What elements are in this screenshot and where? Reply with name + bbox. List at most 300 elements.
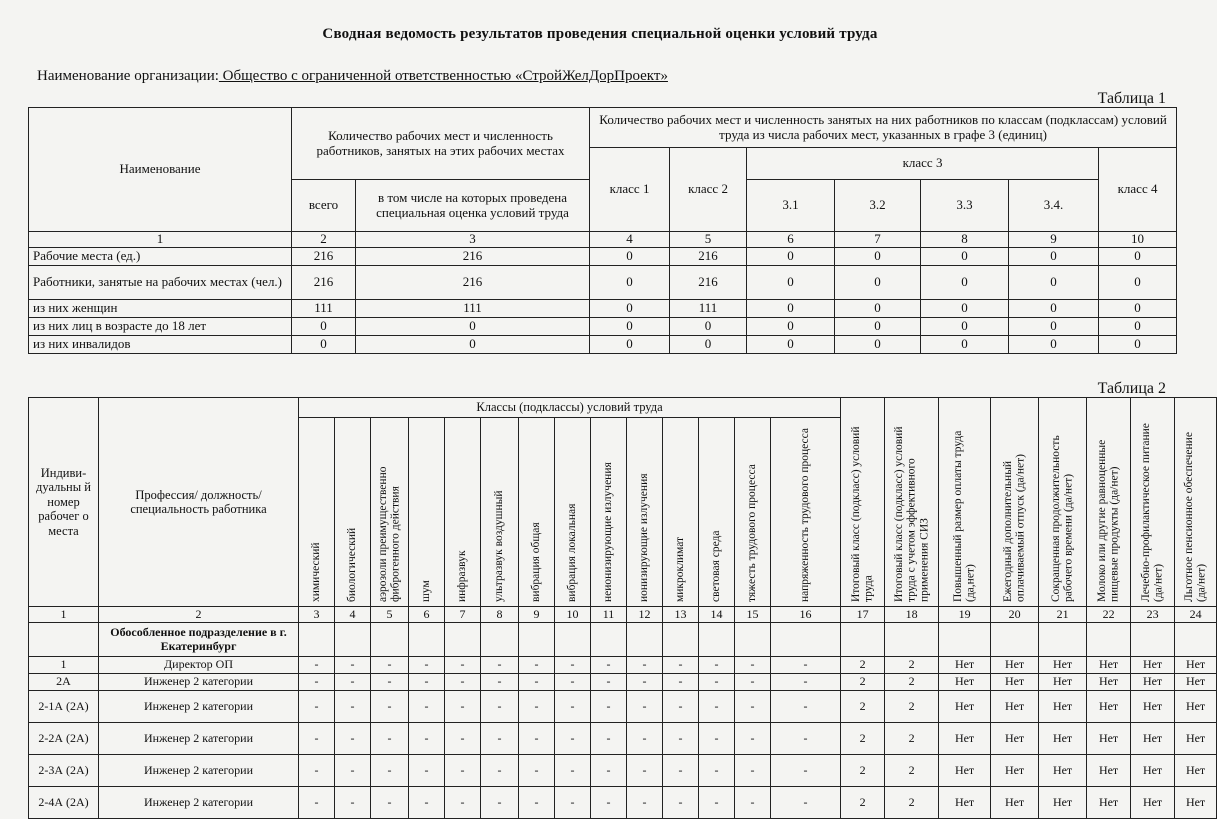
- t2-guarantee-cell: Нет: [1131, 674, 1175, 691]
- t2-factor-label: неионизирующие излучения: [602, 462, 615, 602]
- t1-cell: 0: [747, 336, 835, 354]
- t1-cell: 0: [670, 318, 747, 336]
- t2-column-number: 14: [699, 607, 735, 623]
- t2-empty-cell: [627, 623, 663, 657]
- t2-row: [29, 787, 1217, 819]
- t2-factor-cell: -: [409, 787, 445, 819]
- t2-column-number: 7: [445, 607, 481, 623]
- t2-profession: Директор ОП: [99, 657, 299, 674]
- t2-factor-cell: -: [627, 787, 663, 819]
- t1-cell: 0: [1099, 300, 1177, 318]
- t2-header-factor: [555, 418, 591, 607]
- t1-row-label: Рабочие места (ед.): [29, 248, 292, 266]
- t2-final-class: 2: [841, 755, 885, 787]
- t2-profession: Инженер 2 категории: [99, 691, 299, 723]
- t2-factor-cell: -: [445, 723, 481, 755]
- t2-guarantee-cell: Нет: [1087, 723, 1131, 755]
- t2-column-number: 24: [1175, 607, 1217, 623]
- t2-factor-cell: -: [699, 657, 735, 674]
- t2-guarantee-cell: Нет: [1131, 755, 1175, 787]
- t2-factor-label: световая среда: [710, 530, 723, 602]
- t1-cell: 0: [1009, 300, 1099, 318]
- t2-empty-cell: [771, 623, 841, 657]
- t2-final-class: 2: [841, 657, 885, 674]
- t1-header-included: в том числе на которых проведена специальная оценка условий труда: [356, 180, 590, 232]
- t2-factor-cell: -: [519, 723, 555, 755]
- t2-factor-cell: -: [481, 674, 519, 691]
- t2-header-result: [1087, 398, 1131, 607]
- t2-guarantee-cell: Нет: [1175, 723, 1217, 755]
- t1-cell: 0: [835, 266, 921, 300]
- t2-profession: Инженер 2 категории: [99, 787, 299, 819]
- t1-column-number: 8: [921, 232, 1009, 248]
- t2-empty-cell: [481, 623, 519, 657]
- t2-final-class-siz: 2: [885, 691, 939, 723]
- t2-factor-cell: -: [627, 723, 663, 755]
- t2-factor-cell: -: [299, 787, 335, 819]
- t2-subdivision-row: [29, 623, 1217, 657]
- t2-column-number: 6: [409, 607, 445, 623]
- t2-factor-cell: -: [445, 755, 481, 787]
- t2-empty-cell: [1087, 623, 1131, 657]
- t2-factor-cell: -: [699, 755, 735, 787]
- t1-row: [29, 336, 1177, 354]
- t2-factor-cell: -: [335, 787, 371, 819]
- t1-column-numbers: [29, 232, 1177, 248]
- t2-factor-cell: -: [771, 755, 841, 787]
- t2-factor-cell: -: [409, 723, 445, 755]
- t2-guarantee-cell: Нет: [1131, 691, 1175, 723]
- t2-guarantee-cell: Нет: [1131, 787, 1175, 819]
- t2-header-result: [1131, 398, 1175, 607]
- t1-header-class33: 3.3: [921, 180, 1009, 232]
- t1-row: [29, 300, 1177, 318]
- t1-cell: 0: [1009, 318, 1099, 336]
- t2-factor-cell: -: [409, 674, 445, 691]
- t2-header-factor: [409, 418, 445, 607]
- t2-factor-cell: -: [591, 723, 627, 755]
- t2-profession: Инженер 2 категории: [99, 674, 299, 691]
- t2-factor-cell: -: [371, 691, 409, 723]
- t1-column-number: 6: [747, 232, 835, 248]
- t2-header-factor: [735, 418, 771, 607]
- t1-cell: 0: [835, 318, 921, 336]
- t1-row-label: из них лиц в возрасте до 18 лет: [29, 318, 292, 336]
- t2-guarantee-cell: Нет: [991, 657, 1039, 674]
- t2-column-number: 19: [939, 607, 991, 623]
- t1-cell: 0: [747, 266, 835, 300]
- t2-column-number: 8: [481, 607, 519, 623]
- t2-factor-label: шум: [420, 580, 433, 602]
- t2-factor-cell: -: [627, 691, 663, 723]
- t2-factor-label: напряженность трудового процесса: [799, 428, 812, 602]
- t1-cell: 0: [1099, 248, 1177, 266]
- t2-column-number: 16: [771, 607, 841, 623]
- t2-empty-cell: [371, 623, 409, 657]
- t1-header-class34: 3.4.: [1009, 180, 1099, 232]
- t2-header-result: [991, 398, 1039, 607]
- t2-guarantee-cell: Нет: [1039, 723, 1087, 755]
- t2-final-class-siz: 2: [885, 755, 939, 787]
- workplaces-table: [28, 397, 1217, 819]
- t1-cell: 0: [747, 318, 835, 336]
- t2-factor-label: биологический: [346, 527, 359, 602]
- t2-column-number: 9: [519, 607, 555, 623]
- t2-guarantee-cell: Нет: [1175, 691, 1217, 723]
- t2-header-factor: [481, 418, 519, 607]
- t2-factor-cell: -: [481, 657, 519, 674]
- t2-factor-cell: -: [481, 787, 519, 819]
- t2-factor-cell: -: [735, 755, 771, 787]
- t2-guarantee-cell: Нет: [1175, 755, 1217, 787]
- t2-row: [29, 691, 1217, 723]
- t2-factor-cell: -: [445, 674, 481, 691]
- t2-column-number: 21: [1039, 607, 1087, 623]
- t2-guarantee-cell: Нет: [1087, 787, 1131, 819]
- t2-header-factor: [663, 418, 699, 607]
- t2-factor-cell: -: [627, 755, 663, 787]
- t2-column-number: 5: [371, 607, 409, 623]
- t2-factor-cell: -: [299, 674, 335, 691]
- t1-row-label: Работники, занятые на рабочих местах (чел.): [29, 266, 292, 300]
- t1-cell: 0: [590, 266, 670, 300]
- t1-column-number: 4: [590, 232, 670, 248]
- t2-factor-cell: -: [591, 787, 627, 819]
- t2-factor-cell: -: [409, 691, 445, 723]
- t2-factor-cell: -: [519, 691, 555, 723]
- t1-cell: 0: [921, 336, 1009, 354]
- t2-guarantee-cell: Нет: [1039, 674, 1087, 691]
- organization-label: Наименование организации:: [37, 68, 219, 84]
- t1-cell: 0: [835, 300, 921, 318]
- t2-column-number: 3: [299, 607, 335, 623]
- t2-column-numbers: [29, 607, 1217, 623]
- t2-final-class: 2: [841, 787, 885, 819]
- t2-factor-cell: -: [663, 674, 699, 691]
- t2-factor-cell: -: [771, 657, 841, 674]
- t2-factor-cell: -: [445, 787, 481, 819]
- t2-factor-cell: -: [699, 787, 735, 819]
- t1-header-total: всего: [292, 180, 356, 232]
- t2-empty-cell: [939, 623, 991, 657]
- t2-factor-cell: -: [591, 691, 627, 723]
- t1-cell: 0: [590, 336, 670, 354]
- t2-header-result: [939, 398, 991, 607]
- t2-profession: Инженер 2 категории: [99, 723, 299, 755]
- t2-header-result: [885, 398, 939, 607]
- t2-header-factor: [371, 418, 409, 607]
- t1-cell: 0: [356, 336, 590, 354]
- t2-result-label: Ежегодный дополнительный оплачиваемый отпуск (да/нет): [1001, 454, 1027, 602]
- t1-cell: 0: [292, 336, 356, 354]
- t2-factor-cell: -: [591, 674, 627, 691]
- t2-column-number: 22: [1087, 607, 1131, 623]
- t1-cell: 0: [1099, 266, 1177, 300]
- t2-result-label: Лечебно-профилактическое питание (да/нет): [1139, 423, 1165, 602]
- t2-factor-cell: -: [735, 691, 771, 723]
- t2-empty-cell: [841, 623, 885, 657]
- t1-cell: 0: [921, 300, 1009, 318]
- t2-factor-cell: -: [335, 755, 371, 787]
- t2-factor-cell: -: [299, 723, 335, 755]
- t2-header-classes: Классы (подклассы) условий труда: [299, 398, 841, 418]
- t2-final-class-siz: 2: [885, 657, 939, 674]
- t1-cell: 216: [292, 266, 356, 300]
- t1-header-class2: класс 2: [670, 148, 747, 232]
- t2-guarantee-cell: Нет: [1087, 691, 1131, 723]
- t1-column-number: 2: [292, 232, 356, 248]
- t2-column-number: 23: [1131, 607, 1175, 623]
- t2-factor-cell: -: [481, 723, 519, 755]
- t2-empty-cell: [735, 623, 771, 657]
- t2-factor-cell: -: [663, 657, 699, 674]
- t2-factor-cell: -: [663, 787, 699, 819]
- t1-cell: 0: [670, 336, 747, 354]
- t2-empty-cell: [335, 623, 371, 657]
- t2-guarantee-cell: Нет: [1039, 657, 1087, 674]
- t1-column-number: 1: [29, 232, 292, 248]
- t2-row: [29, 723, 1217, 755]
- t2-guarantee-cell: Нет: [991, 691, 1039, 723]
- t1-cell: 216: [356, 248, 590, 266]
- t2-column-number: 15: [735, 607, 771, 623]
- t2-empty-cell: [991, 623, 1039, 657]
- t2-header-factor: [591, 418, 627, 607]
- t2-factor-cell: -: [335, 691, 371, 723]
- t2-guarantee-cell: Нет: [1175, 674, 1217, 691]
- t2-guarantee-cell: Нет: [939, 787, 991, 819]
- t2-factor-cell: -: [335, 657, 371, 674]
- t2-factor-cell: -: [699, 723, 735, 755]
- t1-cell: 111: [356, 300, 590, 318]
- t1-column-number: 10: [1099, 232, 1177, 248]
- t2-empty-cell: [555, 623, 591, 657]
- t2-workplace-id: 1: [29, 657, 99, 674]
- t1-column-number: 3: [356, 232, 590, 248]
- t2-guarantee-cell: Нет: [1131, 657, 1175, 674]
- t2-guarantee-cell: Нет: [1131, 723, 1175, 755]
- t1-cell: 111: [670, 300, 747, 318]
- t2-factor-cell: -: [699, 674, 735, 691]
- t2-factor-cell: -: [591, 657, 627, 674]
- t2-workplace-id: 2-4А (2А): [29, 787, 99, 819]
- t1-cell: 0: [1009, 336, 1099, 354]
- t2-factor-cell: -: [481, 755, 519, 787]
- t2-guarantee-cell: Нет: [939, 657, 991, 674]
- t2-header-result: [1175, 398, 1217, 607]
- t1-header-class32: 3.2: [835, 180, 921, 232]
- t2-guarantee-cell: Нет: [1087, 674, 1131, 691]
- t2-factor-cell: -: [555, 657, 591, 674]
- t2-factor-cell: -: [371, 657, 409, 674]
- t2-column-number: 10: [555, 607, 591, 623]
- t2-result-label: Повышенный размер оплаты труда (да,нет): [951, 430, 977, 602]
- t2-factor-cell: -: [735, 787, 771, 819]
- t2-workplace-id: 2-1А (2А): [29, 691, 99, 723]
- t2-empty-cell: [663, 623, 699, 657]
- t2-final-class: 2: [841, 723, 885, 755]
- t1-cell: 0: [292, 318, 356, 336]
- t2-guarantee-cell: Нет: [1039, 691, 1087, 723]
- t1-cell: 216: [670, 248, 747, 266]
- t1-header-class4: класс 4: [1099, 148, 1177, 232]
- t2-final-class: 2: [841, 691, 885, 723]
- t2-result-label: Итоговый класс (подкласс) условий труда с учетом эффективного применения СИЗ: [892, 426, 930, 602]
- t2-factor-label: микроклимат: [674, 536, 687, 602]
- t1-cell: 0: [747, 300, 835, 318]
- t2-guarantee-cell: Нет: [1175, 657, 1217, 674]
- t2-header-profession: Профессия/ должность/ специальность работника: [99, 398, 299, 607]
- t2-column-number: 13: [663, 607, 699, 623]
- t2-factor-cell: -: [555, 691, 591, 723]
- t2-factor-cell: -: [299, 755, 335, 787]
- t1-row: [29, 248, 1177, 266]
- t2-subdivision-name: Обособленное подразделение в г. Екатеринбург: [99, 623, 299, 657]
- t2-factor-cell: -: [409, 755, 445, 787]
- t2-header-factor: [335, 418, 371, 607]
- table1-caption: Таблица 1: [1097, 90, 1166, 107]
- t1-header-classes: Количество рабочих мест и численность занятых на них работников по классам (подклассам) условий труда из числа рабочих мест, указанных в графе 3 (единиц): [590, 108, 1177, 148]
- t2-factor-label: тяжесть трудового процесса: [746, 464, 759, 602]
- t2-factor-cell: -: [481, 691, 519, 723]
- t2-factor-cell: -: [335, 723, 371, 755]
- t1-header-name: Наименование: [29, 108, 292, 232]
- t2-workplace-id: 2А: [29, 674, 99, 691]
- t1-cell: 0: [921, 318, 1009, 336]
- t2-header-result: [841, 398, 885, 607]
- t2-guarantee-cell: Нет: [991, 674, 1039, 691]
- t2-guarantee-cell: Нет: [1087, 657, 1131, 674]
- t1-column-number: 7: [835, 232, 921, 248]
- t2-factor-cell: -: [409, 657, 445, 674]
- t2-empty-cell: [1131, 623, 1175, 657]
- t1-cell: 0: [1099, 318, 1177, 336]
- t2-empty-cell: [1175, 623, 1217, 657]
- t2-row: [29, 657, 1217, 674]
- t2-guarantee-cell: Нет: [1087, 755, 1131, 787]
- t2-factor-label: ультразвук воздушный: [493, 490, 506, 602]
- t2-empty-cell: [299, 623, 335, 657]
- t2-header-id: Индиви- дуальны й номер рабочег о места: [29, 398, 99, 607]
- t2-final-class-siz: 2: [885, 787, 939, 819]
- t2-factor-cell: -: [555, 674, 591, 691]
- t2-factor-cell: -: [445, 657, 481, 674]
- t2-guarantee-cell: Нет: [991, 723, 1039, 755]
- t2-factor-cell: -: [371, 674, 409, 691]
- t2-guarantee-cell: Нет: [939, 691, 991, 723]
- t2-column-number: 20: [991, 607, 1039, 623]
- t2-result-label: Молоко или другие равноценные пищевые продукты (да/нет): [1095, 439, 1121, 602]
- t2-header-factor: [627, 418, 663, 607]
- t1-cell: 0: [1009, 248, 1099, 266]
- t2-guarantee-cell: Нет: [939, 674, 991, 691]
- t2-guarantee-cell: Нет: [939, 723, 991, 755]
- t2-factor-cell: -: [555, 755, 591, 787]
- t2-factor-cell: -: [335, 674, 371, 691]
- t2-factor-label: вибрация локальная: [566, 503, 579, 602]
- t2-column-number: 18: [885, 607, 939, 623]
- document-title: Сводная ведомость результатов проведения специальной оценки условий труда: [322, 26, 878, 42]
- t2-column-number: 2: [99, 607, 299, 623]
- t2-factor-cell: -: [371, 787, 409, 819]
- t1-cell: 0: [921, 248, 1009, 266]
- t2-factor-cell: -: [555, 723, 591, 755]
- t2-column-number: 4: [335, 607, 371, 623]
- t1-cell: 0: [835, 248, 921, 266]
- t1-row-label: из них женщин: [29, 300, 292, 318]
- t2-workplace-id: 2-2А (2А): [29, 723, 99, 755]
- t2-factor-cell: -: [735, 723, 771, 755]
- t2-header-factor: [771, 418, 841, 607]
- t1-header-class1: класс 1: [590, 148, 670, 232]
- t1-column-number: 5: [670, 232, 747, 248]
- t2-guarantee-cell: Нет: [939, 755, 991, 787]
- t2-column-number: 11: [591, 607, 627, 623]
- t1-cell: 0: [1099, 336, 1177, 354]
- t2-factor-cell: -: [771, 674, 841, 691]
- organization-line: [37, 68, 668, 85]
- t2-empty-cell: [885, 623, 939, 657]
- t2-empty-cell: [409, 623, 445, 657]
- t2-empty-cell: [591, 623, 627, 657]
- t2-factor-cell: -: [663, 691, 699, 723]
- t2-factor-cell: -: [591, 755, 627, 787]
- t1-cell: 0: [590, 248, 670, 266]
- t2-guarantee-cell: Нет: [991, 755, 1039, 787]
- t1-cell: 0: [747, 248, 835, 266]
- t2-empty-cell: [1039, 623, 1087, 657]
- t2-factor-cell: -: [371, 723, 409, 755]
- t2-result-label: Льготное пенсионное обеспечение (да/нет): [1182, 432, 1208, 602]
- t2-row: [29, 674, 1217, 691]
- t2-empty-cell: [519, 623, 555, 657]
- t1-cell: 216: [356, 266, 590, 300]
- t2-header-result: [1039, 398, 1087, 607]
- t2-factor-cell: -: [299, 657, 335, 674]
- t1-header-class31: 3.1: [747, 180, 835, 232]
- t2-final-class-siz: 2: [885, 723, 939, 755]
- t2-factor-cell: -: [735, 657, 771, 674]
- t1-cell: 0: [1009, 266, 1099, 300]
- t1-cell: 0: [590, 300, 670, 318]
- organization-name: Общество с ограниченной ответственностью «СтройЖелДорПроект»: [218, 68, 668, 84]
- t2-factor-cell: -: [771, 723, 841, 755]
- t2-factor-cell: -: [299, 691, 335, 723]
- t2-factor-cell: -: [555, 787, 591, 819]
- t2-empty-cell: [29, 623, 99, 657]
- table2-caption: Таблица 2: [1097, 380, 1166, 397]
- t2-factor-cell: -: [771, 691, 841, 723]
- t2-factor-label: аэрозоли преимущественно фиброгенного действия: [376, 466, 402, 602]
- t1-cell: 0: [921, 266, 1009, 300]
- t2-factor-cell: -: [519, 787, 555, 819]
- t1-cell: 0: [590, 318, 670, 336]
- t2-guarantee-cell: Нет: [1039, 755, 1087, 787]
- t2-column-number: 12: [627, 607, 663, 623]
- t2-workplace-id: 2-3А (2А): [29, 755, 99, 787]
- t2-factor-cell: -: [771, 787, 841, 819]
- t2-guarantee-cell: Нет: [1039, 787, 1087, 819]
- t2-header-factor: [445, 418, 481, 607]
- t1-header-class3: класс 3: [747, 148, 1099, 180]
- t2-result-label: Итоговый класс (подкласс) условий труда: [849, 426, 875, 602]
- t2-header-factor: [699, 418, 735, 607]
- t2-column-number: 1: [29, 607, 99, 623]
- t2-header-factor: [519, 418, 555, 607]
- t1-cell: 0: [835, 336, 921, 354]
- t1-cell: 216: [292, 248, 356, 266]
- t1-cell: 0: [356, 318, 590, 336]
